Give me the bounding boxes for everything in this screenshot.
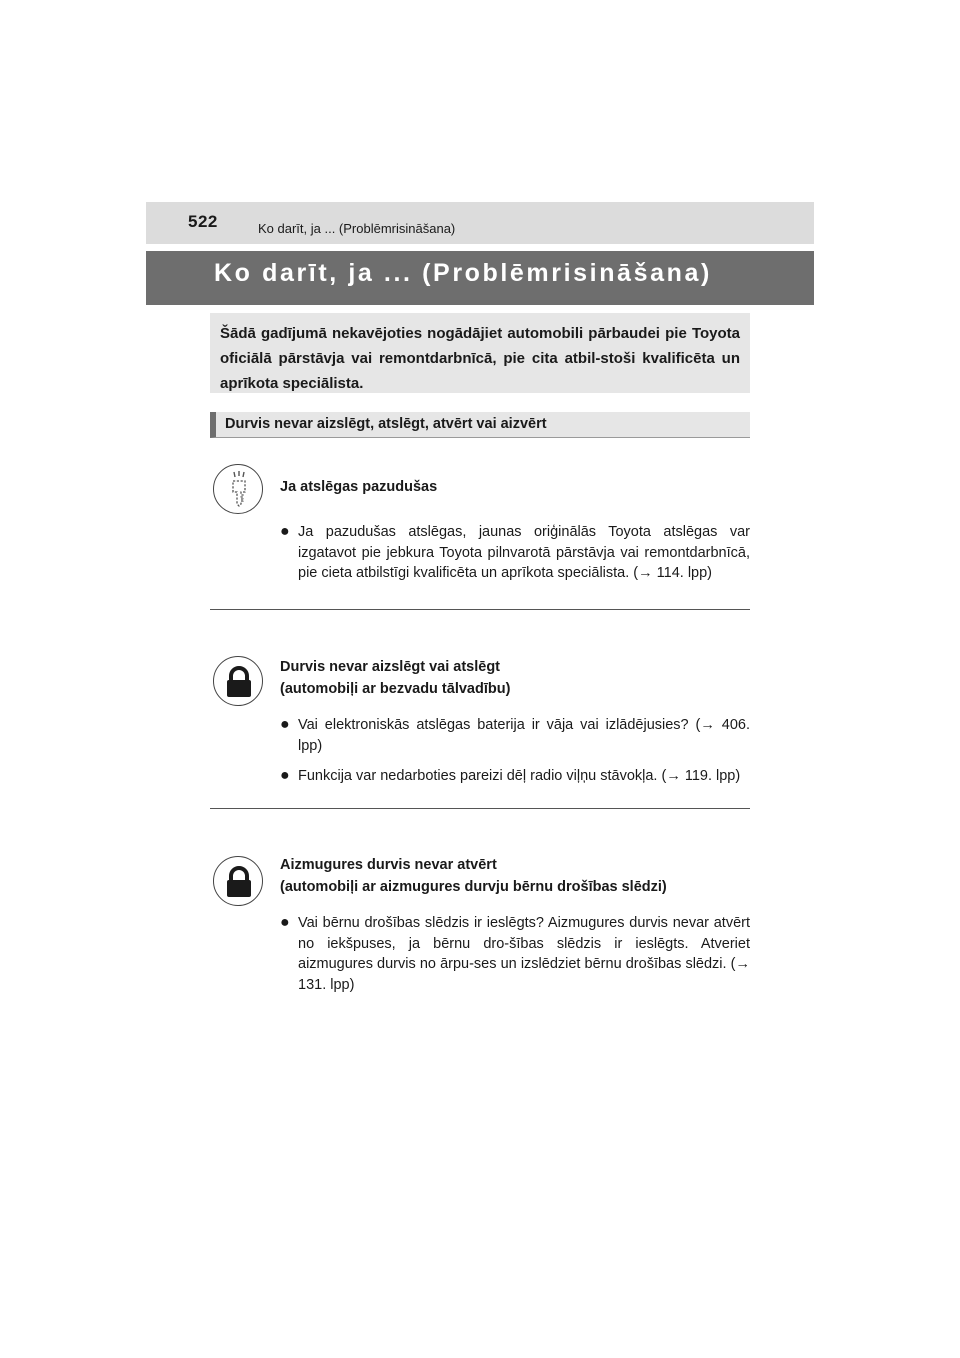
padlock-icon xyxy=(213,656,263,706)
bullet-dot: ● xyxy=(280,767,290,784)
item-heading-line: (automobiļi ar bezvadu tālvadību) xyxy=(280,681,511,697)
item-heading xyxy=(280,854,667,898)
divider xyxy=(210,609,750,610)
divider xyxy=(210,808,750,809)
section-heading-text: Durvis nevar aizslēgt, atslēgt, atvērt vai aizvērt xyxy=(225,416,547,432)
item-heading-line: Ja atslēgas pazudušas xyxy=(280,479,438,495)
page-title: Ko darīt, ja ... (Problēmrisināšana) xyxy=(214,259,712,287)
notice-text: Šādā gadījumā nekavējoties nogādājiet automobili pārbaudei pie Toyota oficiālā pārstāvja vai remontdarbnīcā, pie cita atbil-stoši kvalificēta un aprīkota speciālista. xyxy=(220,325,740,392)
bullet-dot: ● xyxy=(280,716,290,733)
list-item-text: Funkcija var nedarboties pareizi dēļ radio viļņu stāvokļa. (→ 119. lpp) xyxy=(298,768,741,784)
list-item-text: Ja pazudušas atslēgas, jaunas oriģinālās Toyota atslēgas var izgatavot pie jebkura Toyota pilnvarotā pārstāvja vai remontdarbnīcā, pie cieta atbilstīgi kvalificēta un aprīkota speciālista. (→ 114. lpp) xyxy=(298,524,750,581)
list-item xyxy=(280,766,750,787)
running-title: Ko darīt, ja ... (Problēmrisināšana) xyxy=(258,221,456,236)
item-heading xyxy=(280,476,437,498)
title-band xyxy=(146,251,814,305)
item-heading-line: (automobiļi ar aizmugures durvju bērnu drošības slēdzi) xyxy=(280,879,667,895)
item-heading xyxy=(280,656,510,700)
padlock-icon xyxy=(213,856,263,906)
bullet-dot: ● xyxy=(280,523,290,540)
section-heading xyxy=(210,412,750,438)
list-item-text: Vai bērnu drošības slēdzis ir ieslēgts? Aizmugures durvis nevar atvērt no iekšpuses, ja bērnu dro-šības slēdzis ir ieslēgts. Atveriet aizmugures durvis no ārpu-ses un izslēdziet bērnu drošības slēdzi. (→ 131. lpp) xyxy=(298,915,750,993)
list-item-text: Vai elektroniskās atslēgas baterija ir vāja vai izlādējusies? (→ 406. lpp) xyxy=(298,717,750,754)
notice-box xyxy=(210,313,750,393)
list-item xyxy=(280,913,750,995)
page-header xyxy=(146,202,814,244)
list-item xyxy=(280,715,750,756)
bullet-dot: ● xyxy=(280,914,290,931)
item-heading-line: Durvis nevar aizslēgt vai atslēgt xyxy=(280,659,501,675)
page-number: 522 xyxy=(188,212,218,231)
item-heading-line: Aizmugures durvis nevar atvērt xyxy=(280,857,497,873)
list-item xyxy=(280,522,750,584)
lost-key-icon xyxy=(213,464,263,514)
